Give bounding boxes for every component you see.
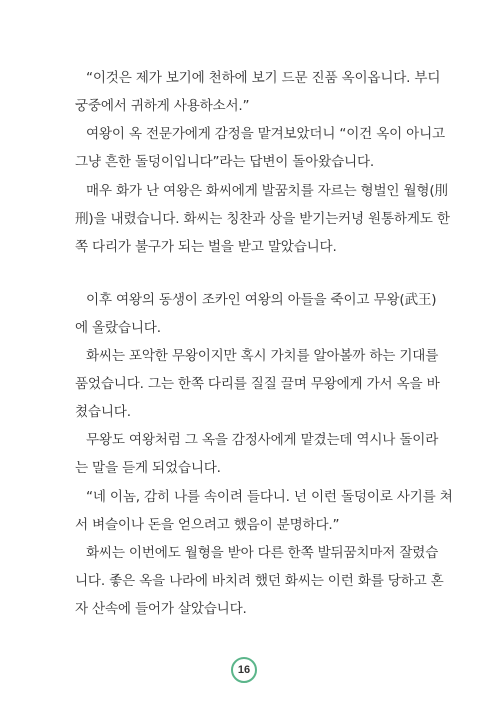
paragraph-8-line-3: 자 산속에 들어가 살았습니다. (75, 601, 247, 617)
paragraph-2-line-1: 여왕이 옥 전문가에게 감정을 맡겨보았더니 “이건 옥이 아니고 (86, 126, 445, 142)
paragraph-4-line-2: 에 올랐습니다. (75, 320, 161, 336)
paragraph-6-line-1: 무왕도 여왕처럼 그 옥을 감정사에게 맡겼는데 역시나 돌이라 (86, 432, 439, 448)
paragraph-7-line-2: 서 벼슬이나 돈을 얻으려고 했음이 분명하다.” (75, 517, 340, 533)
paragraph-1-line-1: “이것은 제가 보기에 천하에 보기 드문 진품 옥이옵니다. 부디 (86, 70, 441, 86)
paragraph-5-line-2: 품었습니다. 그는 한쪽 다리를 질질 끌며 무왕에게 가서 옥을 바 (75, 376, 440, 392)
paragraph-3-line-3: 쪽 다리가 불구가 되는 벌을 받고 말았습니다. (75, 239, 337, 255)
paragraph-5-line-1: 화씨는 포악한 무왕이지만 혹시 가치를 알아볼까 하는 기대를 (86, 348, 439, 364)
paragraph-4-line-1: 이후 여왕의 동생이 조카인 여왕의 아들을 죽이고 무왕(武王) (86, 292, 437, 308)
paragraph-6-line-2: 는 말을 듣게 되었습니다. (75, 460, 221, 476)
page-number-badge (231, 657, 257, 683)
paragraph-2-line-2: 그냥 흔한 돌덩이입니다”라는 답변이 돌아왔습니다. (75, 154, 375, 170)
page-number: 16 (237, 664, 251, 676)
paragraph-8-line-2: 니다. 좋은 옥을 나라에 바치려 했던 화씨는 이런 화를 당하고 혼 (75, 573, 444, 589)
paragraph-3-line-2: 刑)을 내렸습니다. 화씨는 칭찬과 상을 받기는커녕 원통하게도 한 (75, 211, 450, 227)
paragraph-8-line-1: 화씨는 이번에도 월형을 받아 다른 한쪽 발뒤꿈치마저 잘렸습 (86, 545, 439, 561)
paragraph-3-line-1: 매우 화가 난 여왕은 화씨에게 발꿈치를 자르는 형벌인 월형(刖 (86, 183, 448, 199)
paragraph-5-line-3: 쳤습니다. (75, 404, 131, 420)
paragraph-1-line-2: 궁중에서 귀하게 사용하소서.” (75, 98, 250, 114)
paragraph-7-line-1: “네 이놈, 감히 나를 속이려 들다니. 넌 이런 돌덩이로 사기를 쳐 (86, 489, 453, 505)
